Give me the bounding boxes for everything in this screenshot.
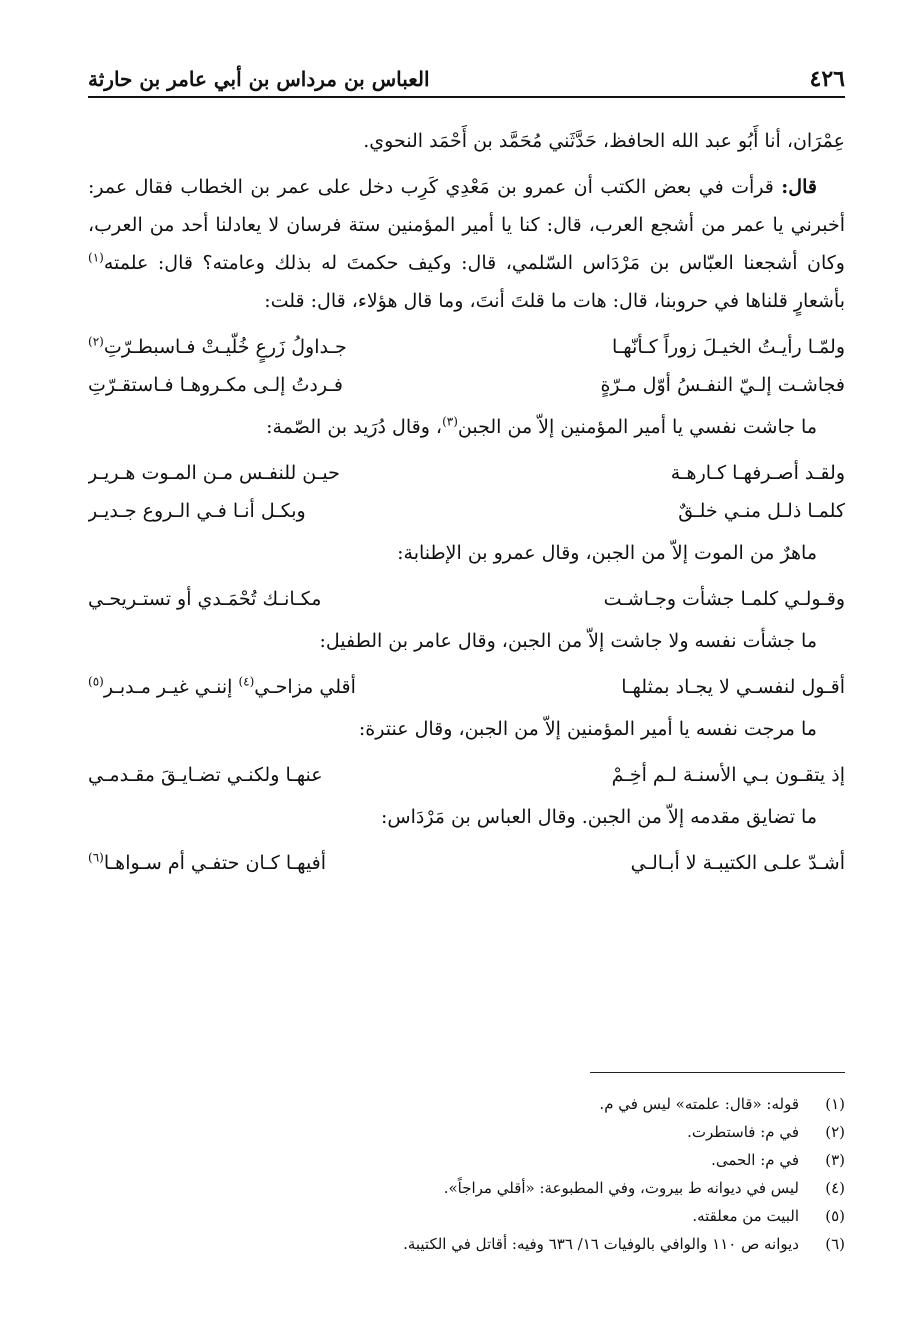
verse-block-4 xyxy=(88,668,845,706)
verse-second-hemistich xyxy=(88,328,451,366)
footnotes xyxy=(88,1090,845,1258)
footnote-text: ديوانه ص ١١٠ والوافي بالوفيات ١٦/ ٦٣٦ وفيه: أقاتل في الكتيبة. xyxy=(403,1235,799,1253)
paragraph-5: ما جشأت نفسه ولا جاشت إلاّ من الجبن، وقال عامر بن الطفيل: xyxy=(319,630,817,652)
footnote-text: ليس في ديوانه ط بيروت، وفي المطبوعة: «أقلي مراجاً». xyxy=(443,1179,799,1197)
footnote-number: (٣) xyxy=(825,1151,845,1169)
hemistich-text: إننـي غيـر مـدبـر xyxy=(103,676,239,698)
footnote-separator xyxy=(590,1072,845,1073)
paragraph-text: ، وقال دُرَيد بن الصّمة: xyxy=(266,416,443,438)
verse-first-hemistich: أقـول لنفسـي لا يجـاد بمثلهـا xyxy=(621,676,845,698)
footnote-text: البيت من معلقته. xyxy=(692,1207,799,1225)
footnote xyxy=(88,1230,845,1258)
verse-first-hemistich: ولمّـا رأيـتُ الخيـلَ زوراً كـأنّهـا xyxy=(611,336,845,358)
verse-second-hemistich: وبكـل أنـا فـي الـروع جـديـر xyxy=(88,500,306,522)
paragraph-3 xyxy=(88,408,845,446)
footnote-ref: (٤) xyxy=(238,674,255,689)
verse-first-hemistich: أشـدّ علـى الكتيبـة لا أبـالـي xyxy=(630,852,845,874)
verse-block-5 xyxy=(88,756,845,794)
paragraph-7: ما تضايق مقدمه إلاّ من الجبن. وقال العباس بن مَرْدَاس: xyxy=(380,806,817,828)
verse-line xyxy=(88,454,845,492)
hemistich-text: أفيهـا كـان حتفـي أم سـواهـا xyxy=(103,852,327,874)
verse-line xyxy=(88,492,845,530)
running-title: العباس بن مرداس بن أبي عامر بن حارثة xyxy=(88,67,430,91)
footnote xyxy=(88,1202,845,1230)
footnote xyxy=(88,1090,845,1118)
paragraph-text: بأشعارٍ قلناها في حروبنا، قال: هات ما قلتَ أنتَ، وما قال هؤلاء، قال: قلت: xyxy=(264,290,845,312)
verse-second-hemistich: فـردتُ إلـى مكـروهـا فـاستقـرّتِ xyxy=(88,374,343,396)
verse-line xyxy=(88,668,845,706)
verse-first-hemistich: وقـولـي كلمـا جشأت وجـاشـت xyxy=(603,588,845,610)
verse-second-hemistich: مكـانـك تُحْمَـدي أو تستـريحـي xyxy=(88,588,322,610)
footnote-number: (١) xyxy=(825,1095,845,1113)
footnote-number: (٤) xyxy=(825,1179,845,1197)
paragraph-text: ما جاشت نفسي يا أمير المؤمنين إلاّ من الجبن xyxy=(457,416,817,438)
footnote-ref: (٥) xyxy=(88,674,104,689)
verse-line xyxy=(88,328,845,366)
footnote-number: (٢) xyxy=(825,1123,845,1141)
verse-second-hemistich: حيـن للنفـس مـن المـوت هـريـر xyxy=(88,462,340,484)
verse-line xyxy=(88,844,845,882)
verse-line xyxy=(88,756,845,794)
verse-block-3 xyxy=(88,580,845,618)
hemistich-text: أقلي مزاحـي xyxy=(254,676,356,698)
footnote-ref: (٦) xyxy=(88,850,104,865)
verse-block-2 xyxy=(88,454,845,530)
footnote-text: قوله: «قال: علمته» ليس في م. xyxy=(599,1095,799,1113)
main-text xyxy=(88,122,845,886)
paragraph-1: عِمْرَان، أنا أَبُو عبد الله الحافظ، حَدَّثَني مُحَمَّد بن أَحْمَد النحوي. xyxy=(363,130,845,152)
footnote-ref: (٣) xyxy=(442,414,458,429)
verse-line xyxy=(88,580,845,618)
footnote-text: في م: فاستطرت. xyxy=(687,1123,799,1141)
verse-line xyxy=(88,366,845,404)
verse-second-hemistich xyxy=(88,844,451,882)
footnote-text: في م: الحمى. xyxy=(711,1151,799,1169)
paragraph-6: ما مرجت نفسه يا أمير المؤمنين إلاّ من الجبن، وقال عنترة: xyxy=(358,718,817,740)
footnote-number: (٦) xyxy=(825,1235,845,1253)
paragraph-lead: قال: xyxy=(781,176,817,198)
verse-block-1 xyxy=(88,328,845,404)
page-header xyxy=(88,62,845,98)
footnote xyxy=(88,1146,845,1174)
verse-first-hemistich: كلمـا ذلـل منـي خلـقٌ xyxy=(678,500,845,522)
footnote-number: (٥) xyxy=(825,1207,845,1225)
verse-first-hemistich: إذ يتقـون بـي الأسنـة لـم أخِـمْ xyxy=(611,764,845,786)
footnote-ref: (١) xyxy=(88,250,104,265)
paragraph-2 xyxy=(88,168,845,320)
paragraph-text: قرأت في بعض الكتب أن عمرو بن مَعْدِي كَرِب دخل على عمر بن الخطاب فقال عمر: أخبرني يا عمر من أشجع العرب، قال: كنا يا أمير المؤمنين ستة فرسان لا يعادلنا أحد من العرب، وكان أشجعنا العبّاس بن مَرْدَاس السّلمي، قال: وكيف حكمتَ له بذلك وعامته؟ قال: علمته xyxy=(88,176,845,274)
verse-second-hemistich xyxy=(88,668,451,706)
footnote xyxy=(88,1118,845,1146)
page-number: ٤٢٦ xyxy=(809,66,845,92)
verse-second-hemistich: عنهـا ولكنـي تضـايـقَ مقـدمـي xyxy=(88,764,323,786)
verse-first-hemistich: فجاشـت إلـيّ النفـسُ أوّل مـرّةٍ xyxy=(600,374,845,396)
paragraph-4: ماهرٌ من الموت إلاّ من الجبن، وقال عمرو بن الإطنابة: xyxy=(397,542,817,564)
footnote-ref: (٢) xyxy=(88,334,104,349)
verse-block-6 xyxy=(88,844,845,882)
verse-first-hemistich: ولقـد أصـرفهـا كـارهـة xyxy=(670,462,845,484)
footnote xyxy=(88,1174,845,1202)
hemistich-text: جـداولُ زَرعٍ خُلّيـتْ فـاسبطـرّتِ xyxy=(103,336,347,358)
